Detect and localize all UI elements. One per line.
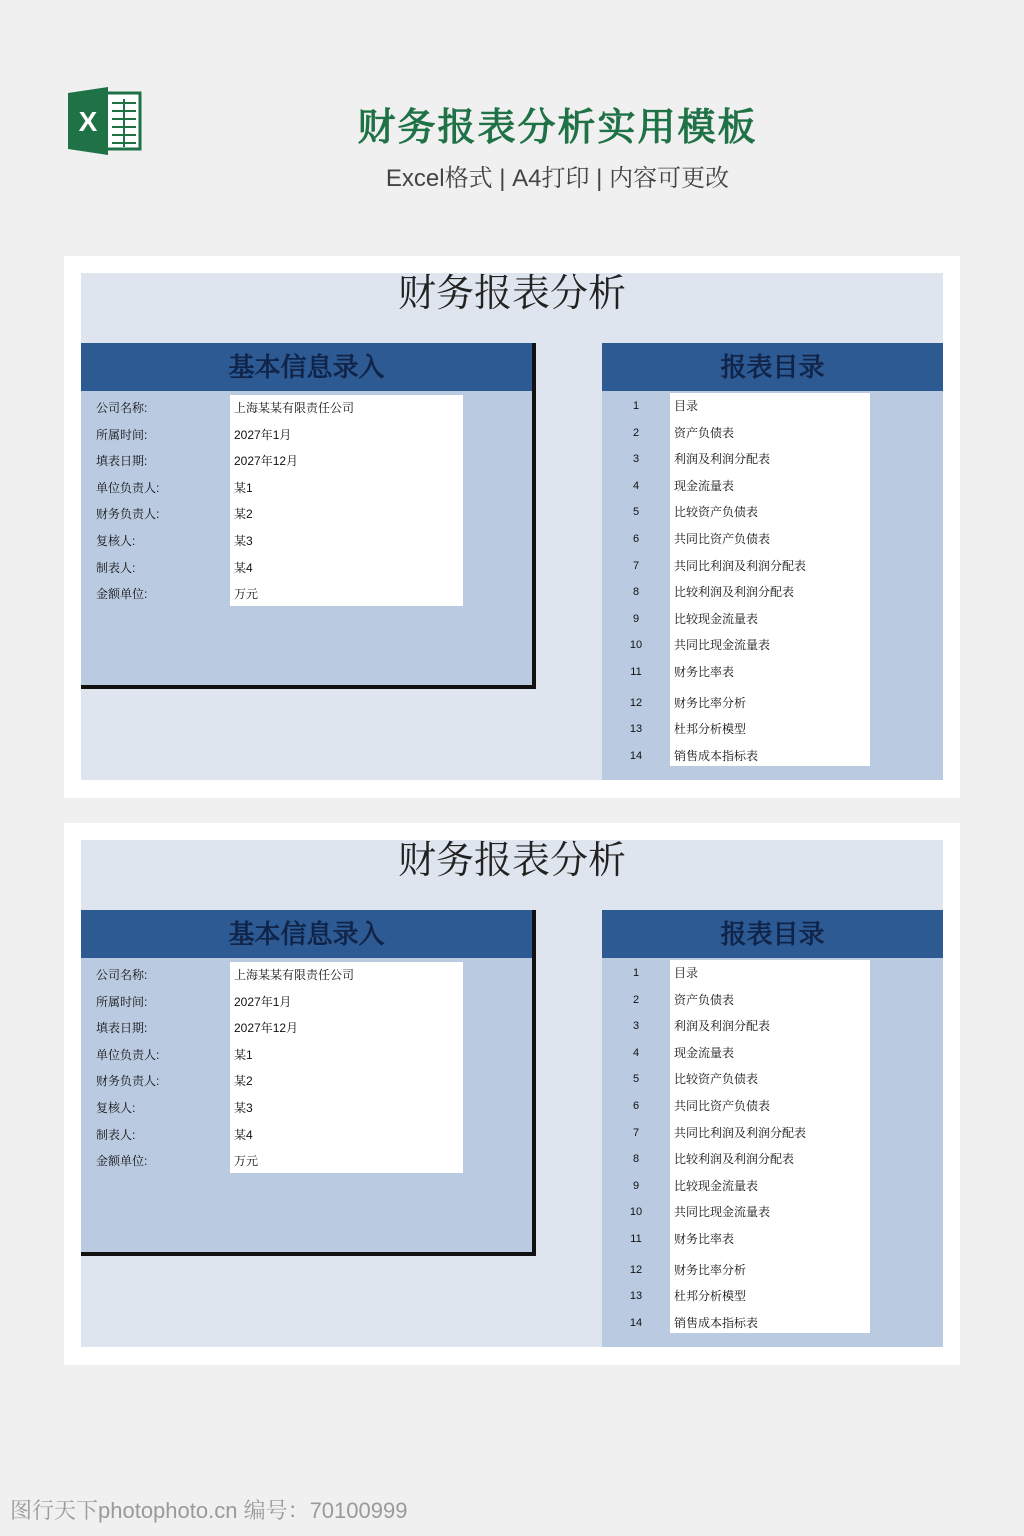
- toc-number: 4: [632, 1046, 640, 1059]
- toc-row[interactable]: [602, 632, 943, 659]
- toc-number: 9: [632, 1179, 640, 1192]
- toc-row[interactable]: [602, 1257, 943, 1284]
- toc-link[interactable]: 共同比现金流量表: [674, 1205, 771, 1220]
- toc-link[interactable]: 比较资产负债表: [674, 505, 759, 520]
- toc-link[interactable]: 比较现金流量表: [674, 611, 759, 626]
- toc-number: 12: [629, 1263, 643, 1276]
- info-list: [81, 395, 532, 608]
- toc-number: 13: [629, 1290, 643, 1303]
- info-row: [81, 1042, 532, 1069]
- toc-row[interactable]: [602, 743, 943, 770]
- info-row: [81, 1015, 532, 1042]
- info-panel: [81, 910, 536, 1256]
- toc-link[interactable]: 共同比现金流量表: [674, 638, 771, 653]
- toc-row[interactable]: [602, 499, 943, 526]
- toc-number: 3: [632, 453, 640, 466]
- toc-link[interactable]: 目录: [674, 966, 699, 980]
- info-label: 单位负责人:: [96, 1047, 160, 1062]
- toc-number: 5: [632, 506, 640, 519]
- toc-link[interactable]: 比较利润及利润分配表: [674, 1152, 795, 1167]
- toc-panel: [602, 343, 943, 780]
- watermark-text: 图行天下photophoto.cn 编号：70100999: [10, 1498, 408, 1523]
- info-label: 公司名称:: [96, 968, 148, 982]
- toc-row[interactable]: [602, 1120, 943, 1147]
- toc-link[interactable]: 利润及利润分配表: [674, 452, 771, 467]
- info-value[interactable]: 2027年1月: [234, 994, 292, 1009]
- info-value[interactable]: 某4: [234, 1127, 253, 1142]
- toc-row[interactable]: [602, 1146, 943, 1173]
- info-label: 财务负责人:: [96, 507, 160, 522]
- info-label: 复核人:: [96, 1100, 136, 1115]
- toc-link[interactable]: 目录: [674, 399, 699, 413]
- info-label: 所属时间:: [96, 427, 148, 442]
- info-row: [81, 448, 532, 475]
- info-row: [81, 1095, 532, 1122]
- toc-link[interactable]: 杜邦分析模型: [674, 1289, 747, 1304]
- info-label: 制表人:: [96, 1127, 136, 1142]
- toc-number: 2: [632, 426, 640, 439]
- toc-row[interactable]: [602, 579, 943, 606]
- toc-list: [602, 393, 943, 769]
- info-value[interactable]: 某4: [234, 560, 253, 575]
- toc-link[interactable]: 现金流量表: [674, 1045, 735, 1060]
- info-row: [81, 1122, 532, 1149]
- toc-number: 6: [632, 532, 640, 545]
- info-label: 金额单位:: [96, 1154, 148, 1169]
- toc-link[interactable]: 财务比率分析: [674, 695, 747, 710]
- info-row: [81, 1148, 532, 1175]
- toc-number: 14: [629, 1316, 643, 1329]
- info-panel-heading: 基本信息录入: [81, 343, 532, 391]
- info-label: 填表日期:: [96, 454, 148, 469]
- toc-row[interactable]: [602, 1093, 943, 1120]
- toc-row[interactable]: [602, 393, 943, 420]
- toc-link[interactable]: 现金流量表: [674, 478, 735, 493]
- toc-row[interactable]: [602, 960, 943, 987]
- toc-number: 1: [632, 967, 640, 979]
- info-row: [81, 581, 532, 608]
- info-panel-heading: 基本信息录入: [81, 910, 532, 958]
- toc-number: 11: [630, 665, 642, 678]
- toc-row[interactable]: [602, 1040, 943, 1067]
- toc-row[interactable]: [602, 526, 943, 553]
- info-row: [81, 501, 532, 528]
- toc-number: 3: [632, 1020, 640, 1033]
- toc-link[interactable]: 杜邦分析模型: [674, 722, 747, 737]
- toc-row[interactable]: [602, 1310, 943, 1337]
- toc-row[interactable]: [602, 987, 943, 1014]
- toc-link[interactable]: 共同比利润及利润分配表: [674, 1125, 807, 1140]
- sheet-area: [81, 273, 943, 780]
- toc-row[interactable]: [602, 1199, 943, 1226]
- toc-row[interactable]: [602, 420, 943, 447]
- toc-panel: [602, 910, 943, 1347]
- toc-link[interactable]: 共同比利润及利润分配表: [674, 558, 807, 573]
- toc-link[interactable]: 财务比率表: [674, 1231, 735, 1246]
- toc-row[interactable]: [602, 1066, 943, 1093]
- toc-number: 7: [632, 559, 640, 572]
- toc-link[interactable]: 资产负债表: [674, 992, 735, 1007]
- sheet-area: [81, 840, 943, 1347]
- toc-row[interactable]: [602, 446, 943, 473]
- toc-number: 13: [629, 723, 643, 736]
- toc-number: 2: [632, 993, 640, 1006]
- toc-row[interactable]: [602, 1013, 943, 1040]
- info-row: [81, 1068, 532, 1095]
- info-label: 单位负责人:: [96, 480, 160, 495]
- info-label: 复核人:: [96, 533, 136, 548]
- excel-icon: [68, 87, 142, 155]
- toc-row[interactable]: [602, 473, 943, 500]
- toc-number: 5: [632, 1073, 640, 1086]
- info-row: [81, 962, 532, 989]
- info-label: 填表日期:: [96, 1021, 148, 1036]
- page-subtitle: Excel格式 | A4打印 | 内容可更改: [385, 165, 730, 192]
- toc-number: 14: [629, 749, 643, 762]
- toc-row[interactable]: [602, 659, 943, 686]
- toc-link[interactable]: 比较资产负债表: [674, 1072, 759, 1087]
- toc-link[interactable]: 销售成本指标表: [674, 1315, 759, 1330]
- sheet-preview-1: [64, 256, 960, 798]
- info-label: 金额单位:: [96, 587, 148, 602]
- info-row: [81, 422, 532, 449]
- toc-row[interactable]: [602, 553, 943, 580]
- toc-link[interactable]: 财务比率表: [674, 664, 735, 679]
- toc-number: 11: [630, 1232, 642, 1245]
- info-row: [81, 475, 532, 502]
- toc-link[interactable]: 利润及利润分配表: [674, 1019, 771, 1034]
- toc-panel-heading: 报表目录: [602, 343, 943, 391]
- toc-row[interactable]: [602, 1226, 943, 1253]
- toc-number: 8: [632, 586, 640, 599]
- toc-row[interactable]: [602, 716, 943, 743]
- info-value[interactable]: 万元: [234, 587, 259, 602]
- info-value[interactable]: 某3: [234, 533, 253, 548]
- info-label: 制表人:: [96, 560, 136, 575]
- info-value[interactable]: 上海某某有限责任公司: [234, 401, 355, 415]
- page-title: 财务报表分析实用模板: [357, 107, 758, 149]
- info-row: [81, 528, 532, 555]
- toc-number: 9: [632, 612, 640, 625]
- sheet-preview-2: [64, 823, 960, 1365]
- toc-number: 4: [632, 479, 640, 492]
- toc-link[interactable]: 资产负债表: [674, 425, 735, 440]
- page-header: [0, 0, 1024, 240]
- info-value[interactable]: 某2: [234, 1074, 253, 1089]
- svg-text:X: X: [78, 106, 98, 137]
- toc-list: [602, 960, 943, 1336]
- toc-row[interactable]: [602, 1173, 943, 1200]
- info-row: [81, 395, 532, 422]
- toc-number: 10: [629, 639, 643, 652]
- toc-link[interactable]: 共同比资产负债表: [674, 531, 771, 546]
- toc-number: 12: [629, 696, 643, 709]
- info-label: 所属时间:: [96, 994, 148, 1009]
- info-label: 财务负责人:: [96, 1074, 160, 1089]
- toc-number: 6: [632, 1099, 640, 1112]
- toc-link[interactable]: 销售成本指标表: [674, 748, 759, 763]
- info-value[interactable]: 2027年1月: [234, 427, 292, 442]
- info-value[interactable]: 某3: [234, 1100, 253, 1115]
- toc-row[interactable]: [602, 606, 943, 633]
- toc-row[interactable]: [602, 1283, 943, 1310]
- info-value[interactable]: 某1: [234, 480, 253, 495]
- info-value[interactable]: 万元: [234, 1154, 259, 1169]
- toc-link[interactable]: 共同比资产负债表: [674, 1098, 771, 1113]
- sheet-title: 财务报表分析: [397, 840, 626, 882]
- toc-panel-heading: 报表目录: [602, 910, 943, 958]
- info-value[interactable]: 某2: [234, 507, 253, 522]
- toc-number: 10: [629, 1206, 643, 1219]
- sheet-title: 财务报表分析: [397, 273, 626, 315]
- toc-number: 7: [632, 1126, 640, 1139]
- toc-link[interactable]: 财务比率分析: [674, 1262, 747, 1277]
- info-value[interactable]: 上海某某有限责任公司: [234, 968, 355, 982]
- info-panel: [81, 343, 536, 689]
- info-value[interactable]: 2027年12月: [234, 454, 299, 469]
- info-row: [81, 989, 532, 1016]
- toc-link[interactable]: 比较利润及利润分配表: [674, 585, 795, 600]
- toc-number: 8: [632, 1153, 640, 1166]
- info-list: [81, 962, 532, 1175]
- info-row: [81, 555, 532, 582]
- info-label: 公司名称:: [96, 401, 148, 415]
- info-value[interactable]: 某1: [234, 1047, 253, 1062]
- toc-row[interactable]: [602, 690, 943, 717]
- toc-number: 1: [632, 400, 640, 412]
- info-value[interactable]: 2027年12月: [234, 1021, 299, 1036]
- toc-link[interactable]: 比较现金流量表: [674, 1178, 759, 1193]
